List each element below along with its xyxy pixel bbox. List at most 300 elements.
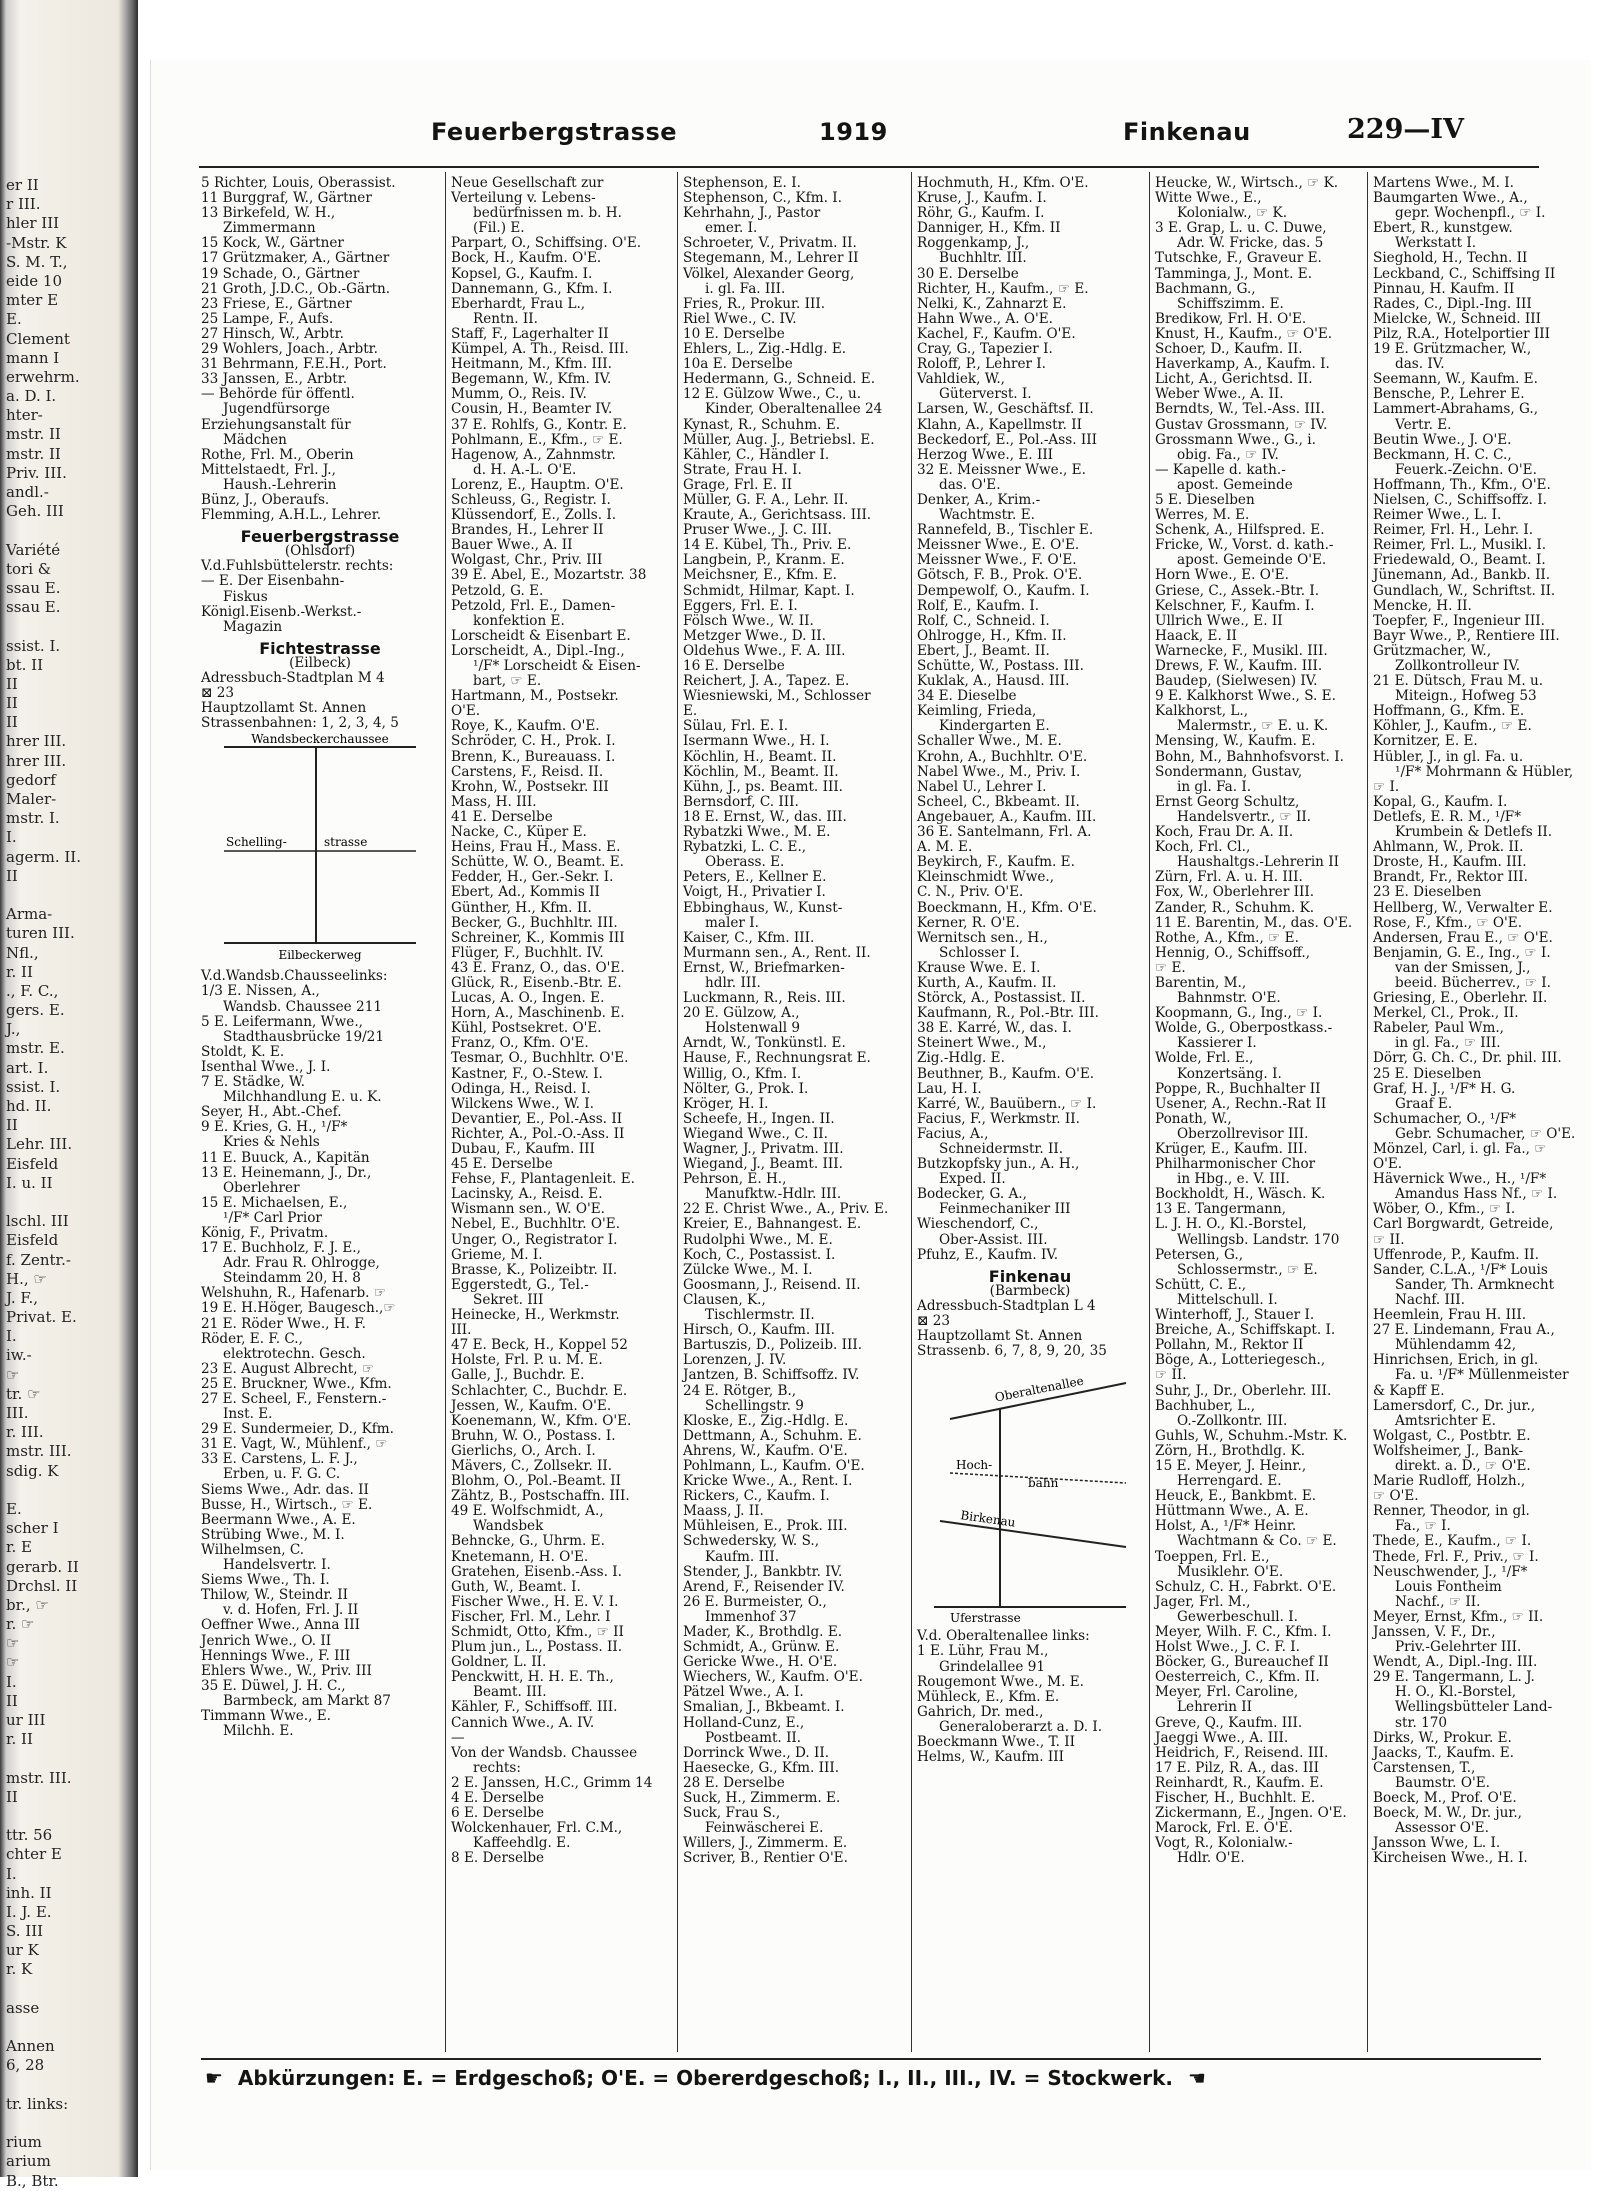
edge-text-fragment	[6, 2114, 78, 2133]
directory-entry: Lehrerin II	[1177, 1699, 1253, 1716]
directory-entry: Ebert, Ad., Kommis II	[451, 884, 600, 901]
directory-entry: Adr. Frau R. Ohlrogge,	[223, 1255, 380, 1272]
directory-entry: Kraute, A., Gerichtsass. III.	[683, 507, 872, 524]
directory-entry: Toeppen, Frl. E.,	[1155, 1548, 1270, 1565]
directory-entry: Handelsvertr., ☞ II.	[1177, 808, 1312, 825]
directory-entry: Keimling, Frieda,	[917, 703, 1037, 720]
directory-entry: 1 E. Lühr, Frau M.,	[917, 1643, 1049, 1660]
directory-entry: Dorrinck Wwe., D. II.	[683, 1744, 830, 1761]
directory-entry: Kümpel, A. Th., Reisd. III.	[451, 341, 629, 358]
directory-entry: Barmbeck, am Markt 87	[223, 1692, 391, 1709]
directory-entry: Ohlrogge, H., Kfm. II.	[917, 627, 1067, 644]
directory-entry: Brandt, Fr., Rektor III.	[1373, 869, 1528, 886]
edge-text-fragment: Drchsl. II	[6, 1576, 78, 1595]
directory-entry: Rannefeld, B., Tischler E.	[917, 522, 1094, 539]
edge-text-fragment: er II	[6, 176, 39, 194]
directory-entry: Holstenwall 9	[705, 1020, 801, 1037]
directory-entry: Dirks, W., Prokur. E.	[1373, 1729, 1512, 1746]
directory-entry: Andersen, Frau E., ☞ O'E.	[1373, 929, 1553, 946]
directory-entry: O'E.	[1373, 1156, 1403, 1173]
edge-text-fragment: mstr. I.	[6, 809, 60, 828]
directory-entry: Amtsrichter E.	[1395, 1412, 1496, 1429]
directory-entry: Gratehen, Eisenb.-Ass. I.	[451, 1563, 622, 1580]
directory-entry: Martens Wwe., M. I.	[1373, 175, 1514, 191]
directory-entry: König, F., Privatm.	[201, 1224, 329, 1241]
directory-column-1	[201, 176, 439, 2056]
directory-entry: Röder, E. F. C.,	[201, 1330, 303, 1347]
directory-entry: Schroeter, V., Privatm. II.	[683, 235, 857, 252]
edge-text-fragment: hler III	[6, 214, 60, 233]
directory-entry: Sander, Th. Armknecht	[1395, 1276, 1555, 1293]
directory-entry: E.	[683, 703, 698, 720]
directory-entry: Meyer, Frl. Caroline,	[1155, 1684, 1299, 1701]
directory-page	[150, 60, 1591, 2170]
edge-text-fragment: mstr. II	[6, 444, 61, 463]
directory-column-6	[1373, 175, 1576, 2056]
directory-entry: Scriver, B., Rentier O'E.	[683, 1850, 848, 1867]
map-street-label: Wandsbeckerchaussee	[251, 732, 389, 747]
directory-entry: Drews, F. W., Kaufm. III.	[1155, 658, 1323, 674]
directory-entry: Klahn, A., Kapellmstr. II	[917, 416, 1082, 433]
directory-entry: Grieme, M. I.	[451, 1246, 543, 1263]
map-street-label: Birkenau	[959, 1508, 1017, 1530]
directory-entry: Kornitzer, E. E.	[1373, 733, 1478, 750]
directory-entry: Generaloberarzt a. D. I.	[939, 1718, 1103, 1735]
directory-entry: Flemming, A.H.L., Lehrer.	[201, 507, 382, 524]
directory-entry: 37 E. Rohlfs, G., Kontr. E.	[451, 416, 627, 433]
directory-entry: Roye, K., Kaufm. O'E.	[451, 718, 600, 735]
edge-text-fragment: J.,	[6, 1020, 21, 1039]
directory-entry: Eggerstedt, G., Tel.-	[451, 1276, 589, 1293]
directory-entry: Fischer, Frl. M., Lehr. I	[451, 1608, 611, 1625]
directory-entry: 31 Behrmann, F.E.H., Port.	[201, 356, 387, 373]
edge-text-fragment: mter E	[6, 291, 59, 310]
edge-text-fragment	[6, 521, 78, 540]
directory-entry: Kolonialw., ☞ K.	[1177, 205, 1288, 222]
directory-column-4	[917, 176, 1143, 2056]
directory-entry: Pruser Wwe., J. C. III.	[683, 522, 832, 539]
directory-entry: Köhler, J., Kaufm., ☞ E.	[1373, 718, 1532, 735]
directory-entry: Bredikow, Frl. H. O'E.	[1155, 310, 1307, 327]
edge-text-fragment: Clement	[6, 329, 70, 348]
directory-entry: Feinwäscherei E.	[705, 1820, 824, 1837]
directory-entry: Koch, Frau Dr. A. II.	[1155, 824, 1294, 841]
directory-entry: Kreier, E., Bahnangest. E.	[683, 1216, 862, 1233]
edge-text-fragment: S. III	[6, 1922, 44, 1941]
directory-entry: 17 Grützmaker, A., Gärtner	[201, 250, 390, 267]
directory-entry: Heucke, W., Wirtsch., ☞ K.	[1155, 175, 1339, 191]
edge-text-fragment: arium	[6, 2152, 51, 2171]
edge-text-fragment: II	[6, 674, 18, 693]
directory-entry: Gebr. Schumacher, ☞ O'E.	[1395, 1125, 1576, 1142]
directory-entry: ☞ E.	[1155, 959, 1186, 976]
directory-entry: 5 E. Leifermann, Wwe.,	[201, 1013, 363, 1030]
directory-entry: 23 E. Dieselben	[1373, 884, 1482, 901]
directory-entry: Wendt, A., Dipl.-Ing. III.	[1373, 1654, 1538, 1671]
edge-text-fragment: andl.-	[6, 483, 49, 501]
edge-text-fragment: hter-	[6, 406, 43, 425]
directory-entry: Mensing, W., Kaufm. E.	[1155, 733, 1316, 750]
directory-entry: Petersen, G.,	[1155, 1246, 1244, 1263]
header-rule	[199, 166, 1539, 168]
directory-entry: Blohm, O., Pol.-Beamt. II	[451, 1473, 622, 1490]
directory-entry: Seyer, H., Abt.-Chef.	[201, 1104, 342, 1121]
directory-entry: Milchh. E.	[223, 1723, 294, 1740]
directory-entry: Müller, Aug. J., Betriebsl. E.	[683, 431, 875, 448]
directory-entry: Nelki, K., Zahnarzt E.	[917, 295, 1067, 312]
edge-text-fragment: E.	[6, 310, 22, 329]
directory-entry: Ebert, R., kunstgew.	[1373, 220, 1513, 237]
directory-entry: rechts:	[473, 1759, 521, 1776]
directory-entry: ¹/F* Carl Prior	[223, 1209, 322, 1226]
edge-text-fragment: art. I.	[6, 1058, 49, 1077]
directory-entry: 29 E. Sundermeier, D., Kfm.	[201, 1421, 394, 1438]
directory-entry: Isermann Wwe., H. I.	[683, 733, 830, 750]
directory-entry: Vertr. E.	[1395, 416, 1452, 433]
directory-entry: Heinecke, H., Werkmstr.	[451, 1307, 620, 1324]
edge-text-fragment: r. II	[6, 962, 33, 981]
directory-entry: Kühn, J., ps. Beamt. III.	[683, 778, 844, 795]
directory-entry: 15 Kock, W., Gärtner	[201, 235, 344, 252]
street-subheading: (Barmbeck)	[989, 1282, 1071, 1299]
edge-text-fragment: I. J. E.	[6, 1902, 52, 1921]
directory-entry: 24 E. Rötger, B.,	[683, 1382, 797, 1399]
directory-entry: Schütte, W., Postass. III.	[917, 658, 1084, 674]
directory-entry: Wiechers, W., Kaufm. O'E.	[683, 1669, 863, 1686]
directory-entry: Götsch, F. B., Prok. O'E.	[917, 567, 1083, 584]
edge-text-fragment: lschl. III	[6, 1212, 69, 1231]
directory-entry: Gundlach, W., Schriftst. II.	[1373, 582, 1556, 599]
directory-entry: Warnecke, F., Musikl. III.	[1155, 642, 1328, 659]
directory-entry: Odinga, H., Reisd. I.	[451, 1080, 591, 1097]
directory-entry: Cannich Wwe., A. IV.	[451, 1714, 595, 1731]
directory-entry: Priv.-Gelehrter III.	[1395, 1639, 1522, 1656]
directory-entry: & Kapff E.	[1373, 1382, 1445, 1399]
directory-entry: konfektion E.	[473, 612, 565, 629]
directory-entry: Voigt, H., Privatier I.	[683, 884, 826, 901]
directory-entry: Grossmann Wwe., G., i.	[1155, 431, 1316, 448]
directory-entry: Kurth, A., Kaufm. II.	[917, 974, 1057, 991]
directory-entry: Heemlein, Frau H. III.	[1373, 1307, 1527, 1324]
directory-entry: Helms, W., Kaufm. III	[917, 1749, 1065, 1766]
directory-entry: — Kapelle d. kath.-	[1155, 461, 1286, 478]
directory-entry: 10 E. Derselbe	[683, 325, 785, 342]
directory-entry: Ahrens, W., Kaufm. O'E.	[683, 1442, 848, 1459]
directory-entry: Willers, J., Zimmerm. E.	[683, 1835, 848, 1852]
directory-entry: V.d.Wandsb.Chausseelinks:	[201, 968, 388, 985]
directory-entry: Köchlin, M., Beamt. II.	[683, 763, 839, 780]
directory-entry: Mühlendamm 42,	[1395, 1337, 1517, 1354]
directory-entry: beeid. Bücherrev., ☞ I.	[1395, 974, 1551, 991]
directory-entry: Lorscheidt & Eisenbart E.	[451, 627, 631, 644]
directory-entry: Müller, G. F. A., Lehr. II.	[683, 491, 849, 508]
directory-entry: Griese, C., Assek.-Btr. I.	[1155, 582, 1320, 599]
edge-text-fragment: hrer III.	[6, 732, 67, 751]
directory-entry: Schellingstr. 9	[705, 1397, 804, 1414]
directory-entry: Dannemann, G., Kfm. I.	[451, 280, 613, 297]
directory-entry: str. 170	[1395, 1714, 1448, 1731]
directory-entry: gepr. Wochenpfl., ☞ I.	[1395, 205, 1546, 222]
directory-entry: Wernitsch sen., H.,	[917, 929, 1048, 946]
directory-entry: O.-Zollkontr. III.	[1177, 1412, 1288, 1429]
directory-entry: Winterhoff, J., Stauer I.	[1155, 1307, 1315, 1324]
directory-entry: 27 Hinsch, W., Arbtr.	[201, 325, 344, 342]
directory-entry: Konzertsäng. I.	[1177, 1065, 1282, 1082]
directory-entry: Wagner, J., Privatm. III.	[683, 1141, 844, 1157]
directory-entry: Suck, Frau S.,	[683, 1805, 781, 1822]
directory-entry: Stephenson, C., Kfm. I.	[683, 190, 842, 207]
directory-entry: Schütte, W. O., Beamt. E.	[451, 854, 624, 871]
directory-entry: Hdlr. O'E.	[1177, 1850, 1245, 1867]
directory-entry: 39 E. Abel, E., Mozartstr. 38	[451, 567, 647, 584]
directory-entry: 35 E. Düwel, J. H. C.,	[201, 1677, 346, 1694]
directory-entry: Sander, C.L.A., ¹/F* Louis	[1373, 1261, 1548, 1278]
directory-entry: Wiesniewski, M., Schlosser	[683, 688, 871, 705]
directory-entry: Scheel, C., Bkbeamt. II.	[917, 793, 1080, 810]
directory-entry: Röhr, G., Kaufm. I.	[917, 205, 1045, 222]
directory-entry: Königl.Eisenb.-Werkst.-	[201, 603, 362, 620]
directory-entry: Eggers, Frl. E. I.	[683, 597, 798, 614]
directory-entry: Stephenson, E. I.	[683, 175, 801, 191]
edge-text-fragment: br., ☞	[6, 1595, 49, 1614]
directory-entry: Ullrich Wwe., E. II	[1155, 612, 1283, 629]
directory-entry: Strate, Frau H. I.	[683, 461, 802, 478]
directory-entry: Steindamm 20, H. 8	[223, 1270, 361, 1287]
directory-entry: Facius, F., Werkmstr. II.	[917, 1110, 1080, 1127]
directory-entry: Oesterreich, C., Kfm. II.	[1155, 1669, 1320, 1686]
directory-entry: Hochmuth, H., Kfm. O'E.	[917, 175, 1089, 191]
directory-entry: Koopmann, G., Ing., ☞ I.	[1155, 1005, 1323, 1022]
edge-text-fragment: mann I	[6, 348, 60, 367]
directory-entry: A. M. E.	[917, 839, 973, 856]
directory-entry: Nielsen, C., Schiffsoffz. I.	[1373, 491, 1547, 508]
page-header	[151, 114, 1591, 162]
directory-entry: apost. Gemeinde O'E.	[1177, 552, 1327, 569]
map-street-label: bahn	[1028, 1476, 1059, 1491]
directory-entry: Tischlermstr. II.	[705, 1307, 815, 1324]
header-street-left: Feuerbergstrasse	[431, 118, 678, 146]
directory-entry: Peters, E., Kellner E.	[683, 869, 827, 886]
header-street-right: Finkenau	[1123, 118, 1251, 146]
directory-entry: 25 E. Bruckner, Wwe., Kfm.	[201, 1375, 392, 1392]
edge-text-fragment: Eisfeld	[6, 1154, 59, 1173]
directory-entry: Haush.-Lehrerin	[223, 476, 337, 493]
edge-text-fragment: gedorf	[6, 770, 56, 789]
directory-entry: Meissner Wwe., E. O'E.	[917, 537, 1080, 554]
directory-entry: Adressbuch-Stadtplan M 4	[201, 670, 385, 686]
directory-entry: Pollahn, M., Rektor II	[1155, 1337, 1304, 1354]
directory-entry: Hinrichsen, Erich, in gl.	[1373, 1352, 1539, 1369]
directory-entry: Wolde, G., Oberpostkass.-	[1155, 1020, 1333, 1037]
page-number: 229—IV	[1347, 114, 1464, 145]
directory-entry: Hauptzollamt St. Annen	[201, 700, 367, 717]
directory-entry: in gl. Fa., ☞ III.	[1395, 1035, 1501, 1052]
directory-entry: 10a E. Derselbe	[683, 356, 793, 373]
directory-entry: Busse, H., Wirtsch., ☞ E.	[201, 1496, 373, 1513]
directory-entry: 12 E. Gülzow Wwe., C., u.	[683, 386, 862, 403]
directory-entry: Danniger, H., Kfm. II	[917, 220, 1061, 237]
directory-entry: Plum jun., L., Postass. II.	[451, 1639, 623, 1656]
directory-entry: 17 E. Pilz, R. A., das. III	[1155, 1759, 1320, 1776]
directory-entry: Wolckenhauer, Frl. C.M.,	[451, 1820, 623, 1837]
directory-entry: bart, ☞ E.	[473, 673, 542, 690]
directory-entry: Kaufmann, R., Pol.-Btr. III.	[917, 1005, 1099, 1022]
directory-entry: Eberhardt, Frau L.,	[451, 295, 586, 312]
edge-text-fragment: a. D. I.	[6, 387, 57, 406]
directory-entry: Wismann sen., W. O'E.	[451, 1201, 605, 1218]
directory-entry: 49 E. Wolfschmidt, A.,	[451, 1503, 604, 1520]
directory-entry: Kries & Nehls	[223, 1134, 320, 1151]
directory-entry: Ponath, W.,	[1155, 1110, 1232, 1127]
directory-column-3	[683, 176, 905, 2056]
directory-entry: Droste, H., Kaufm. III.	[1373, 854, 1527, 871]
directory-entry: Roggenkamp, J.,	[917, 235, 1030, 252]
directory-entry: Pohlmann, L., Kaufm. O'E.	[683, 1457, 865, 1474]
directory-entry: Horn Wwe., E. O'E.	[1155, 567, 1289, 584]
directory-entry: Marock, Frl. E. O'E.	[1155, 1820, 1293, 1837]
edge-text-fragment: II	[6, 1787, 18, 1806]
directory-entry: Buchhltr. III.	[939, 250, 1027, 267]
directory-entry: 21 Groth, J.D.C., Ob.-Gärtn.	[201, 280, 391, 297]
directory-entry: Tesmar, O., Buchhltr. O'E.	[451, 1050, 629, 1067]
directory-entry: Grindelallee 91	[939, 1658, 1046, 1675]
directory-entry: bedürfnissen m. b. H.	[473, 205, 622, 222]
edge-text-fragment: -Mstr. K	[6, 233, 67, 252]
directory-entry: Thilow, W., Steindr. II	[201, 1587, 348, 1604]
directory-entry: Strübing Wwe., M. I.	[201, 1526, 345, 1543]
directory-entry: Greve, Q., Kaufm. III.	[1155, 1714, 1303, 1731]
directory-entry: III.	[451, 1322, 472, 1339]
directory-entry: Arndt, W., Tonkünstl. E.	[683, 1035, 846, 1052]
directory-entry: Schoer, D., Kaufm. II.	[1155, 341, 1303, 358]
directory-entry: Pohlmann, E., Kfm., ☞ E.	[451, 431, 623, 448]
directory-entry: Staff, F., Lagerhalter II	[451, 325, 609, 342]
edge-text-fragment: turen III.	[6, 924, 75, 943]
directory-entry: Fries, R., Prokur. III.	[683, 295, 826, 312]
directory-entry: Krause Wwe. E. I.	[917, 959, 1041, 976]
directory-entry: Kynast, R., Schuhm. E.	[683, 416, 841, 433]
directory-entry: Miteign., Hofweg 53	[1395, 688, 1537, 705]
directory-entry: Wandsb. Chaussee 211	[223, 998, 382, 1015]
pointing-hand-icon: ☛	[205, 2066, 223, 2090]
directory-entry: Wolfsheimer, J., Bank-	[1373, 1442, 1524, 1459]
directory-entry: Graf, H. J., ¹/F* H. G.	[1373, 1080, 1516, 1097]
directory-entry: Hübler, J., in gl. Fa. u.	[1373, 748, 1524, 765]
column-divider	[677, 172, 678, 2052]
edge-text-fragment: Privat. E.	[6, 1308, 77, 1327]
directory-entry: Jessen, W., Kaufm. O'E.	[451, 1397, 612, 1414]
directory-entry: Hagenow, A., Zahnmstr.	[451, 446, 616, 463]
directory-entry: Gericke Wwe., H. O'E.	[683, 1654, 838, 1671]
directory-entry: Kastner, F., O.-Stew. I.	[451, 1065, 603, 1082]
directory-entry: Kühl, Postsekret. O'E.	[451, 1020, 602, 1037]
directory-entry: Pinnau, H. Kaufm. II	[1373, 280, 1515, 297]
directory-entry: Arend, F., Reisender IV.	[683, 1578, 845, 1595]
directory-entry: elektrotechn. Gesch.	[223, 1345, 366, 1362]
directory-entry: Postbeamt. II.	[705, 1729, 802, 1746]
directory-entry: L. J. H. O., Kl.-Borstel,	[1155, 1216, 1307, 1233]
directory-entry: Strassenb. 6, 7, 8, 9, 20, 35	[917, 1343, 1107, 1360]
map-street-line	[940, 1521, 1126, 1547]
directory-entry: 43 E. Franz, O., das. O'E.	[451, 959, 625, 976]
directory-entry: v. d. Hofen, Frl. J. II	[223, 1602, 359, 1619]
directory-entry: Bachhuber, L.,	[1155, 1397, 1256, 1414]
directory-entry: 14 E. Kübel, Th., Priv. E.	[683, 537, 852, 554]
column-divider	[1149, 172, 1150, 2052]
directory-entry: Wieschendorf, C.,	[917, 1216, 1039, 1233]
directory-entry: Wiegand Wwe., C. II.	[683, 1125, 828, 1142]
directory-entry: H. O., Kl.-Borstel,	[1395, 1684, 1517, 1701]
directory-entry: 7 E. Städke, W.	[201, 1074, 305, 1091]
edge-text-fragment: rium	[6, 2133, 42, 2152]
directory-entry: Guhls, W., Schuhm.-Mstr. K.	[1155, 1427, 1348, 1444]
directory-entry: Pilz, R.A., Hotelportier III	[1373, 325, 1551, 342]
directory-entry: Penckwitt, H. H. E. Th.,	[451, 1669, 614, 1686]
directory-entry: Rudolphi Wwe., M. E.	[683, 1231, 833, 1248]
directory-entry: Von der Wandsb. Chaussee	[451, 1744, 638, 1761]
directory-entry: Scheefe, H., Ingen. II.	[683, 1110, 835, 1127]
directory-entry: Galle, J., Buchdr. E.	[451, 1367, 585, 1384]
directory-entry: Meyer, Wilh. F. C., Kfm. I.	[1155, 1624, 1332, 1640]
directory-entry: 38 E. Karré, W., das. I.	[917, 1020, 1072, 1037]
directory-entry: Timmann Wwe., E.	[201, 1707, 331, 1724]
directory-entry: Wellingsbütteler Land-	[1395, 1699, 1553, 1716]
directory-entry: Knetemann, H. O'E.	[451, 1548, 589, 1565]
directory-entry: Carl Borgwardt, Getreide,	[1373, 1216, 1554, 1233]
directory-entry: Oberzollrevisor III.	[1177, 1125, 1309, 1142]
directory-entry: Unger, O., Registrator I.	[451, 1231, 618, 1248]
directory-entry: Verteilung v. Lebens-	[451, 190, 596, 207]
directory-entry: Hennig, O., Schiffsoff.,	[1155, 944, 1311, 961]
edge-text-fragment: ur K	[6, 1941, 39, 1960]
edge-text-fragment: gers. E.	[6, 1001, 65, 1020]
edge-text-fragment: ., F. C.,	[6, 981, 59, 1000]
directory-entry: i. gl. Fa. III.	[705, 280, 786, 297]
edge-text-fragment: I.	[6, 1327, 17, 1346]
directory-entry: Mass, H. III.	[451, 793, 537, 810]
directory-entry: Jantzen, B. Schiffsoffz. IV.	[683, 1367, 860, 1384]
edge-text-fragment: ssau E.	[6, 598, 61, 617]
directory-entry: Cousin, H., Beamter IV.	[451, 401, 613, 418]
directory-entry: ☞ O'E.	[1373, 1488, 1419, 1505]
directory-entry: Schlossermstr., ☞ E.	[1177, 1261, 1318, 1278]
directory-entry: Kloske, E., Zig.-Hdlg. E.	[683, 1412, 849, 1429]
directory-entry: ☞ II.	[1155, 1367, 1187, 1384]
directory-entry: Fischer, H., Buchhlt. E.	[1155, 1790, 1316, 1807]
directory-entry: Kassierer I.	[1177, 1035, 1257, 1052]
directory-entry: Schütt, C. E.,	[1155, 1276, 1247, 1293]
directory-entry: Schwedersky, W. S.,	[683, 1533, 820, 1550]
directory-entry: 47 E. Beck, H., Koppel 52	[451, 1337, 628, 1354]
previous-page-edge	[6, 176, 81, 2191]
directory-entry: 28 E. Derselbe	[683, 1774, 785, 1791]
map-street-label: Hoch-	[956, 1458, 993, 1473]
edge-text-fragment: iw.-	[6, 1346, 32, 1365]
directory-entry: Leckband, C., Schiffsing II	[1373, 265, 1556, 282]
directory-entry: Koch, C., Postassist. I.	[683, 1246, 836, 1263]
directory-entry: Goldner, L. II.	[451, 1654, 547, 1671]
directory-entry: Haverkamp, A., Kaufm. I.	[1155, 356, 1330, 373]
directory-entry: Dettmann, A., Schuhm. E.	[683, 1427, 862, 1444]
edge-text-fragment: r. E	[6, 1538, 33, 1557]
edge-text-fragment: ssist. I.	[6, 1077, 61, 1096]
directory-entry: Fehse, F., Plantagenleit. E.	[451, 1171, 635, 1188]
directory-entry: Baumgarten Wwe., A.,	[1373, 190, 1528, 207]
directory-entry: Grage, Frl. E. II	[683, 476, 793, 493]
directory-entry: maler I.	[705, 914, 759, 931]
directory-entry: V.d. Oberaltenallee links:	[917, 1628, 1090, 1645]
directory-entry: Rybatzki, L. C. E.,	[683, 839, 807, 856]
